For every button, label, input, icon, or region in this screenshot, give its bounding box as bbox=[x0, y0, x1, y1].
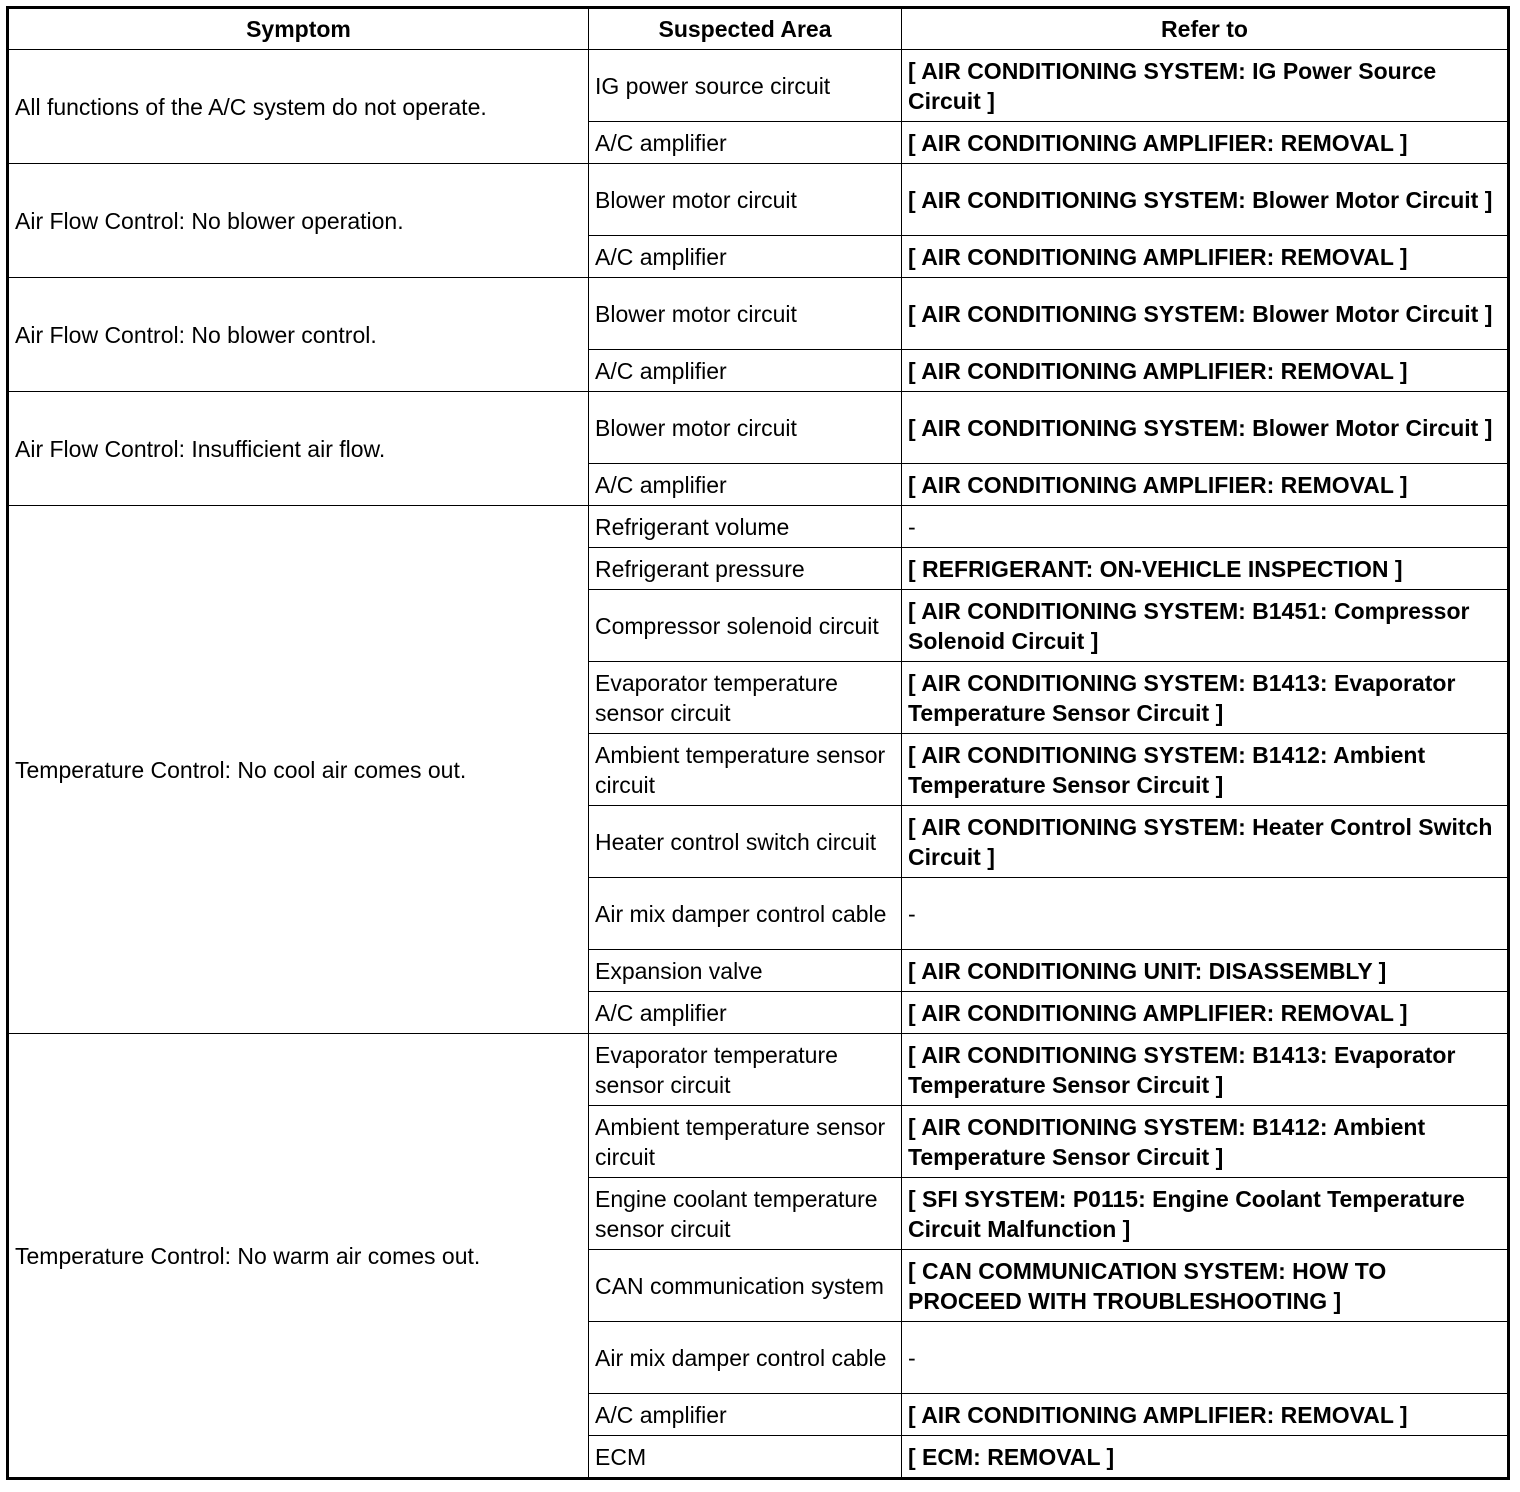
refer-to-cell: - bbox=[902, 1322, 1509, 1394]
refer-to-cell: - bbox=[902, 506, 1509, 548]
suspected-area-cell: Ambient temperature sensor circuit bbox=[589, 1106, 902, 1178]
refer-to-link[interactable]: [ AIR CONDITIONING SYSTEM: B1412: Ambient Temperature Sensor Circuit ] bbox=[902, 734, 1509, 806]
refer-to-link[interactable]: [ AIR CONDITIONING SYSTEM: B1412: Ambient Temperature Sensor Circuit ] bbox=[902, 1106, 1509, 1178]
refer-to-link[interactable]: [ AIR CONDITIONING AMPLIFIER: REMOVAL ] bbox=[902, 464, 1509, 506]
table-row bbox=[8, 278, 1509, 350]
suspected-area-cell: Ambient temperature sensor circuit bbox=[589, 734, 902, 806]
refer-to-link[interactable]: [ AIR CONDITIONING SYSTEM: Blower Motor Circuit ] bbox=[902, 392, 1509, 464]
suspected-area-cell: Blower motor circuit bbox=[589, 392, 902, 464]
suspected-area-cell: Blower motor circuit bbox=[589, 278, 902, 350]
table-body bbox=[8, 50, 1509, 1479]
refer-to-link[interactable]: [ AIR CONDITIONING UNIT: DISASSEMBLY ] bbox=[902, 950, 1509, 992]
suspected-area-cell: Evaporator temperature sensor circuit bbox=[589, 1034, 902, 1106]
table-row bbox=[8, 50, 1509, 122]
table-row bbox=[8, 1034, 1509, 1106]
suspected-area-cell: Air mix damper control cable bbox=[589, 878, 902, 950]
refer-to-link[interactable]: [ AIR CONDITIONING AMPLIFIER: REMOVAL ] bbox=[902, 350, 1509, 392]
header-suspected-area: Suspected Area bbox=[589, 8, 902, 50]
header-refer-to: Refer to bbox=[902, 8, 1509, 50]
refer-to-link[interactable]: [ AIR CONDITIONING SYSTEM: Blower Motor Circuit ] bbox=[902, 164, 1509, 236]
suspected-area-cell: A/C amplifier bbox=[589, 464, 902, 506]
suspected-area-cell: Refrigerant volume bbox=[589, 506, 902, 548]
suspected-area-cell: Blower motor circuit bbox=[589, 164, 902, 236]
suspected-area-cell: A/C amplifier bbox=[589, 992, 902, 1034]
symptom-cell: All functions of the A/C system do not operate. bbox=[8, 50, 589, 164]
refer-to-link[interactable]: [ ECM: REMOVAL ] bbox=[902, 1436, 1509, 1479]
suspected-area-cell: IG power source circuit bbox=[589, 50, 902, 122]
refer-to-link[interactable]: [ REFRIGERANT: ON-VEHICLE INSPECTION ] bbox=[902, 548, 1509, 590]
refer-to-link[interactable]: [ AIR CONDITIONING AMPLIFIER: REMOVAL ] bbox=[902, 122, 1509, 164]
suspected-area-cell: A/C amplifier bbox=[589, 122, 902, 164]
symptom-cell: Air Flow Control: No blower operation. bbox=[8, 164, 589, 278]
symptom-cell: Air Flow Control: No blower control. bbox=[8, 278, 589, 392]
suspected-area-cell: CAN communication system bbox=[589, 1250, 902, 1322]
suspected-area-cell: A/C amplifier bbox=[589, 350, 902, 392]
refer-to-link[interactable]: [ AIR CONDITIONING SYSTEM: Heater Control Switch Circuit ] bbox=[902, 806, 1509, 878]
symptom-cell: Temperature Control: No warm air comes out. bbox=[8, 1034, 589, 1479]
suspected-area-cell: A/C amplifier bbox=[589, 236, 902, 278]
refer-to-link[interactable]: [ AIR CONDITIONING AMPLIFIER: REMOVAL ] bbox=[902, 1394, 1509, 1436]
suspected-area-cell: Heater control switch circuit bbox=[589, 806, 902, 878]
refer-to-link[interactable]: [ CAN COMMUNICATION SYSTEM: HOW TO PROCEED WITH TROUBLESHOOTING ] bbox=[902, 1250, 1509, 1322]
suspected-area-cell: ECM bbox=[589, 1436, 902, 1479]
table-row bbox=[8, 392, 1509, 464]
suspected-area-cell: Expansion valve bbox=[589, 950, 902, 992]
suspected-area-cell: Engine coolant temperature sensor circuit bbox=[589, 1178, 902, 1250]
suspected-area-cell: Refrigerant pressure bbox=[589, 548, 902, 590]
refer-to-link[interactable]: [ AIR CONDITIONING AMPLIFIER: REMOVAL ] bbox=[902, 236, 1509, 278]
suspected-area-cell: Air mix damper control cable bbox=[589, 1322, 902, 1394]
refer-to-link[interactable]: [ AIR CONDITIONING AMPLIFIER: REMOVAL ] bbox=[902, 992, 1509, 1034]
refer-to-cell: - bbox=[902, 878, 1509, 950]
suspected-area-cell: Evaporator temperature sensor circuit bbox=[589, 662, 902, 734]
refer-to-link[interactable]: [ AIR CONDITIONING SYSTEM: B1451: Compressor Solenoid Circuit ] bbox=[902, 590, 1509, 662]
header-row bbox=[8, 8, 1509, 50]
refer-to-link[interactable]: [ AIR CONDITIONING SYSTEM: Blower Motor Circuit ] bbox=[902, 278, 1509, 350]
refer-to-link[interactable]: [ AIR CONDITIONING SYSTEM: IG Power Source Circuit ] bbox=[902, 50, 1509, 122]
symptom-cell: Temperature Control: No cool air comes out. bbox=[8, 506, 589, 1034]
table-row bbox=[8, 164, 1509, 236]
symptom-cell: Air Flow Control: Insufficient air flow. bbox=[8, 392, 589, 506]
suspected-area-cell: Compressor solenoid circuit bbox=[589, 590, 902, 662]
header-symptom: Symptom bbox=[8, 8, 589, 50]
refer-to-link[interactable]: [ SFI SYSTEM: P0115: Engine Coolant Temperature Circuit Malfunction ] bbox=[902, 1178, 1509, 1250]
symptom-table bbox=[6, 6, 1510, 1480]
refer-to-link[interactable]: [ AIR CONDITIONING SYSTEM: B1413: Evaporator Temperature Sensor Circuit ] bbox=[902, 662, 1509, 734]
refer-to-link[interactable]: [ AIR CONDITIONING SYSTEM: B1413: Evaporator Temperature Sensor Circuit ] bbox=[902, 1034, 1509, 1106]
suspected-area-cell: A/C amplifier bbox=[589, 1394, 902, 1436]
table-row bbox=[8, 506, 1509, 548]
